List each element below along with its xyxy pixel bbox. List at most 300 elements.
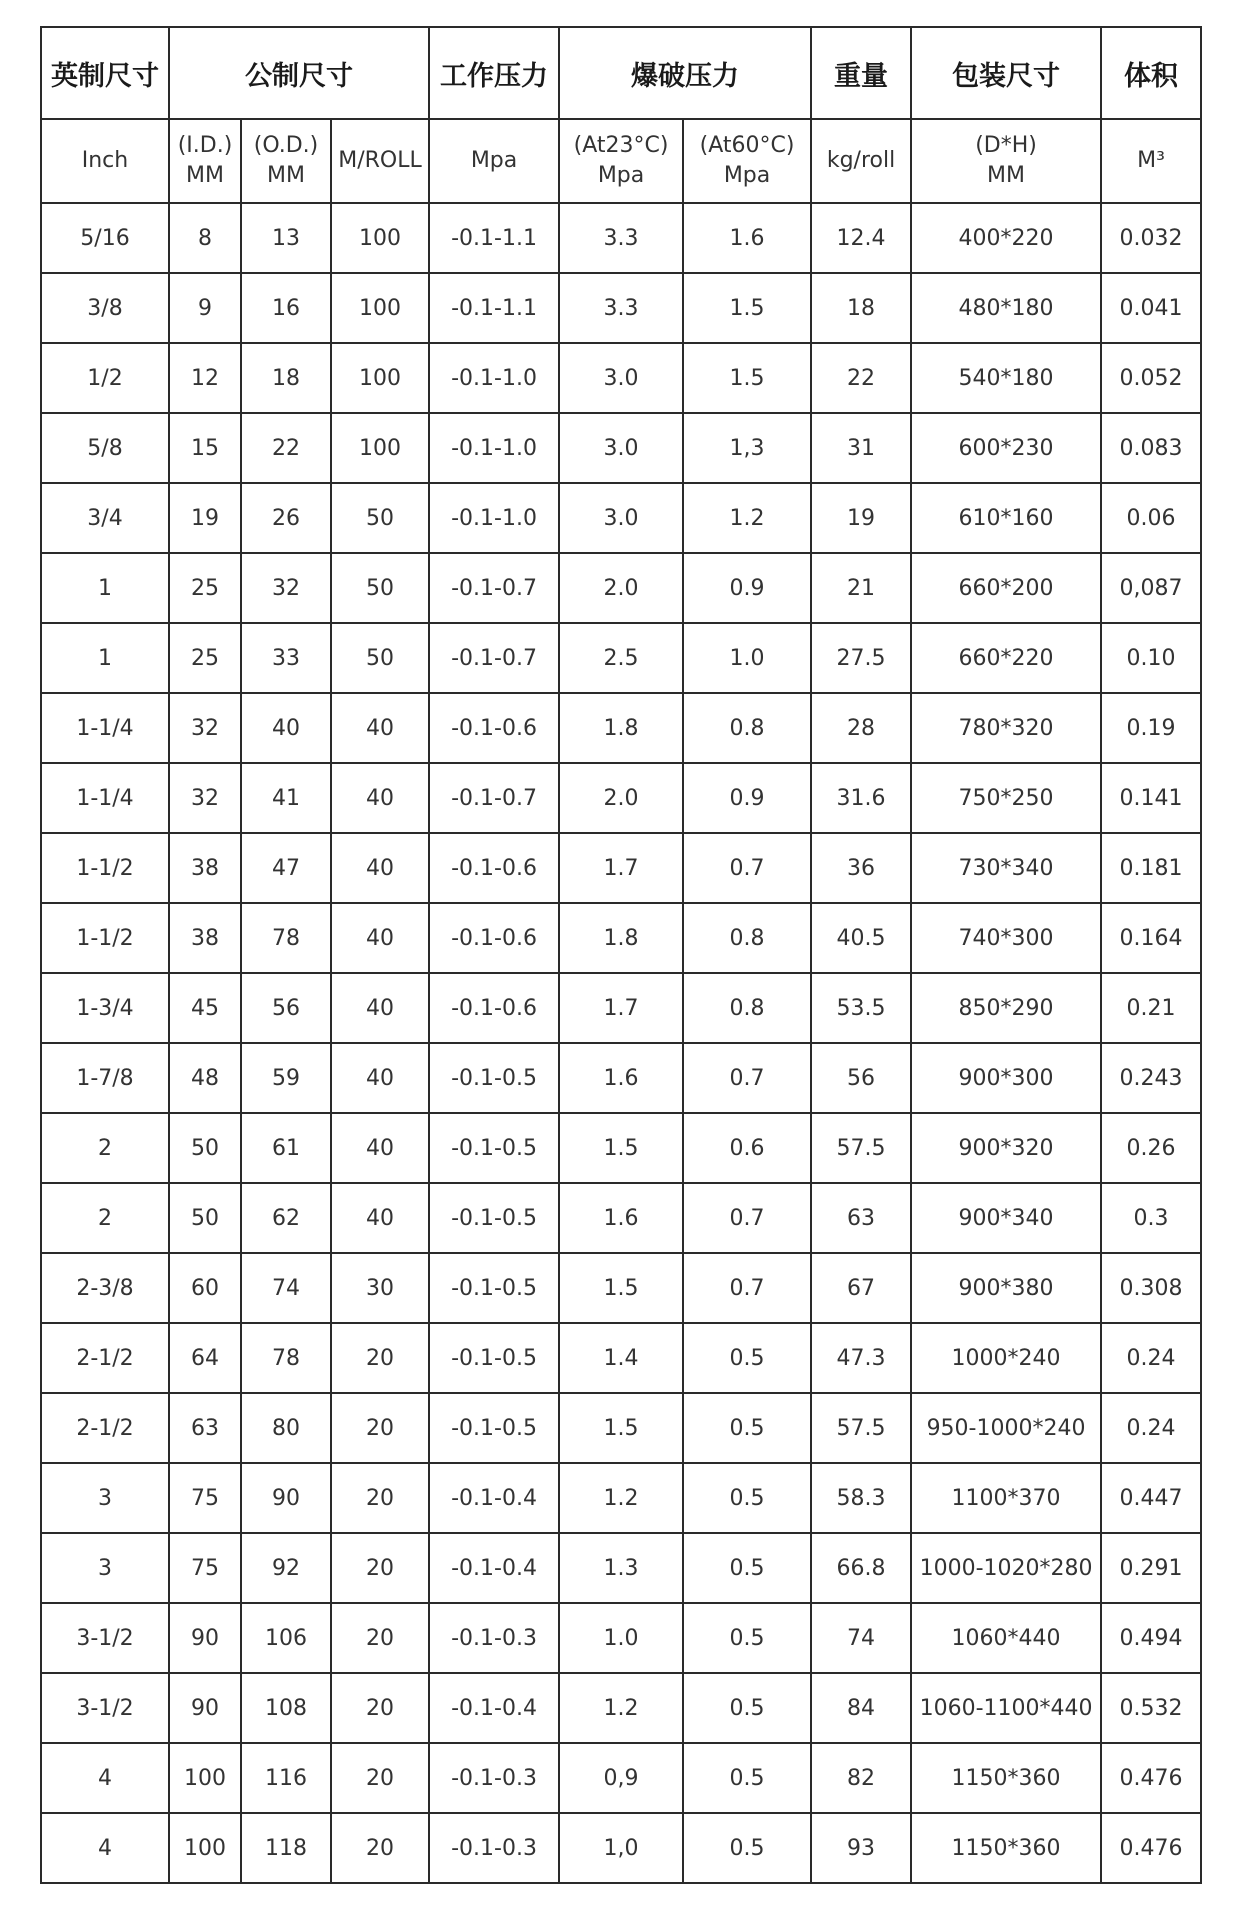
cell-inch: 2-3/8 — [41, 1253, 169, 1323]
cell-volume: 0.083 — [1101, 413, 1201, 483]
cell-inch: 5/16 — [41, 203, 169, 273]
cell-working-pressure: -0.1-0.7 — [429, 623, 559, 693]
cell-od-mm: 41 — [241, 763, 331, 833]
cell-package-size: 750*250 — [911, 763, 1101, 833]
cell-inch: 5/8 — [41, 413, 169, 483]
cell-package-size: 1060-1100*440 — [911, 1673, 1101, 1743]
header-imperial-size: 英制尺寸 — [41, 27, 169, 119]
cell-volume: 0.3 — [1101, 1183, 1201, 1253]
cell-od-mm: 74 — [241, 1253, 331, 1323]
cell-m-roll: 40 — [331, 903, 429, 973]
cell-burst-23c: 1,0 — [559, 1813, 683, 1883]
unit-dh-mm — [911, 119, 1101, 203]
cell-package-size: 1000-1020*280 — [911, 1533, 1101, 1603]
cell-volume: 0.476 — [1101, 1743, 1201, 1813]
table-row — [41, 1393, 1201, 1463]
table-row — [41, 1463, 1201, 1533]
cell-id-mm: 38 — [169, 903, 241, 973]
header-volume: 体积 — [1101, 27, 1201, 119]
cell-package-size: 900*340 — [911, 1183, 1101, 1253]
cell-m-roll: 40 — [331, 973, 429, 1043]
cell-inch: 3-1/2 — [41, 1673, 169, 1743]
cell-burst-60c: 0.5 — [683, 1603, 811, 1673]
unit-burst-60c-line-1: (At60°C) — [699, 133, 795, 158]
cell-burst-60c: 0.5 — [683, 1743, 811, 1813]
header-package-size: 包装尺寸 — [911, 27, 1101, 119]
cell-od-mm: 92 — [241, 1533, 331, 1603]
cell-id-mm: 50 — [169, 1113, 241, 1183]
cell-od-mm: 62 — [241, 1183, 331, 1253]
cell-od-mm: 118 — [241, 1813, 331, 1883]
cell-working-pressure: -0.1-0.3 — [429, 1743, 559, 1813]
cell-burst-23c: 1.5 — [559, 1113, 683, 1183]
cell-working-pressure: -0.1-0.5 — [429, 1253, 559, 1323]
cell-burst-23c: 1.6 — [559, 1183, 683, 1253]
cell-working-pressure: -0.1-0.7 — [429, 553, 559, 623]
cell-volume: 0.06 — [1101, 483, 1201, 553]
cell-burst-60c: 0.5 — [683, 1393, 811, 1463]
cell-id-mm: 19 — [169, 483, 241, 553]
cell-m-roll: 20 — [331, 1463, 429, 1533]
cell-m-roll: 20 — [331, 1393, 429, 1463]
cell-working-pressure: -0.1-0.7 — [429, 763, 559, 833]
cell-inch: 1-1/2 — [41, 903, 169, 973]
cell-id-mm: 63 — [169, 1393, 241, 1463]
cell-working-pressure: -0.1-1.0 — [429, 483, 559, 553]
cell-burst-23c: 2.0 — [559, 763, 683, 833]
cell-package-size: 780*320 — [911, 693, 1101, 763]
cell-id-mm: 100 — [169, 1743, 241, 1813]
cell-inch: 3/8 — [41, 273, 169, 343]
cell-burst-23c: 1.5 — [559, 1393, 683, 1463]
table-row — [41, 413, 1201, 483]
cell-inch: 3 — [41, 1463, 169, 1533]
cell-weight: 22 — [811, 343, 911, 413]
cell-working-pressure: -0.1-0.6 — [429, 903, 559, 973]
cell-inch: 1-7/8 — [41, 1043, 169, 1113]
cell-inch: 4 — [41, 1813, 169, 1883]
table-row — [41, 833, 1201, 903]
table-row — [41, 763, 1201, 833]
cell-inch: 2 — [41, 1183, 169, 1253]
cell-m-roll: 40 — [331, 763, 429, 833]
cell-burst-60c: 0.7 — [683, 833, 811, 903]
header-weight: 重量 — [811, 27, 911, 119]
cell-volume: 0.447 — [1101, 1463, 1201, 1533]
hose-spec-table — [40, 26, 1202, 1884]
cell-od-mm: 90 — [241, 1463, 331, 1533]
cell-inch: 2-1/2 — [41, 1393, 169, 1463]
cell-weight: 21 — [811, 553, 911, 623]
cell-m-roll: 50 — [331, 483, 429, 553]
cell-burst-60c: 0.6 — [683, 1113, 811, 1183]
cell-m-roll: 100 — [331, 343, 429, 413]
cell-id-mm: 38 — [169, 833, 241, 903]
cell-od-mm: 33 — [241, 623, 331, 693]
cell-m-roll: 100 — [331, 413, 429, 483]
unit-working-mpa — [429, 119, 559, 203]
unit-m3 — [1101, 119, 1201, 203]
cell-id-mm: 75 — [169, 1533, 241, 1603]
cell-weight: 84 — [811, 1673, 911, 1743]
unit-id-mm-line-1: (I.D.) — [177, 133, 233, 158]
unit-kg-roll-line-1: kg/roll — [826, 148, 896, 173]
cell-weight: 27.5 — [811, 623, 911, 693]
table-body — [41, 203, 1201, 1883]
cell-package-size: 1150*360 — [911, 1813, 1101, 1883]
cell-package-size: 1060*440 — [911, 1603, 1101, 1673]
cell-id-mm: 90 — [169, 1603, 241, 1673]
cell-weight: 47.3 — [811, 1323, 911, 1393]
cell-package-size: 950-1000*240 — [911, 1393, 1101, 1463]
cell-id-mm: 9 — [169, 273, 241, 343]
cell-id-mm: 32 — [169, 693, 241, 763]
cell-burst-23c: 1.2 — [559, 1673, 683, 1743]
cell-burst-60c: 1.6 — [683, 203, 811, 273]
cell-package-size: 400*220 — [911, 203, 1101, 273]
cell-volume: 0.26 — [1101, 1113, 1201, 1183]
cell-volume: 0.164 — [1101, 903, 1201, 973]
cell-m-roll: 100 — [331, 203, 429, 273]
table-row — [41, 693, 1201, 763]
cell-inch: 1-1/4 — [41, 693, 169, 763]
cell-burst-60c: 0.7 — [683, 1253, 811, 1323]
cell-burst-60c: 0.9 — [683, 553, 811, 623]
cell-od-mm: 56 — [241, 973, 331, 1043]
cell-burst-23c: 1.6 — [559, 1043, 683, 1113]
cell-od-mm: 78 — [241, 1323, 331, 1393]
unit-dh-mm-line-2: MM — [987, 163, 1026, 188]
cell-inch: 1 — [41, 553, 169, 623]
spec-table-container — [40, 26, 1200, 1884]
unit-m3-line-1: M³ — [1137, 148, 1165, 173]
cell-od-mm: 18 — [241, 343, 331, 413]
cell-inch: 1-1/2 — [41, 833, 169, 903]
cell-burst-60c: 0.8 — [683, 973, 811, 1043]
cell-id-mm: 90 — [169, 1673, 241, 1743]
cell-weight: 31.6 — [811, 763, 911, 833]
cell-volume: 0.24 — [1101, 1393, 1201, 1463]
cell-volume: 0.243 — [1101, 1043, 1201, 1113]
cell-working-pressure: -0.1-1.1 — [429, 273, 559, 343]
cell-burst-60c: 0.8 — [683, 903, 811, 973]
header-working-pressure: 工作压力 — [429, 27, 559, 119]
cell-volume: 0.21 — [1101, 973, 1201, 1043]
header-metric-size: 公制尺寸 — [169, 27, 429, 119]
table-row — [41, 1603, 1201, 1673]
cell-od-mm: 13 — [241, 203, 331, 273]
cell-volume: 0.141 — [1101, 763, 1201, 833]
cell-burst-60c: 0.5 — [683, 1463, 811, 1533]
cell-weight: 12.4 — [811, 203, 911, 273]
cell-m-roll: 20 — [331, 1673, 429, 1743]
header-unit-row — [41, 119, 1201, 203]
unit-od-mm-line-2: MM — [267, 163, 305, 188]
cell-id-mm: 25 — [169, 553, 241, 623]
cell-working-pressure: -0.1-0.5 — [429, 1043, 559, 1113]
cell-working-pressure: -0.1-0.4 — [429, 1673, 559, 1743]
cell-m-roll: 40 — [331, 1113, 429, 1183]
table-row — [41, 343, 1201, 413]
cell-weight: 31 — [811, 413, 911, 483]
cell-od-mm: 32 — [241, 553, 331, 623]
cell-volume: 0.494 — [1101, 1603, 1201, 1673]
cell-package-size: 900*300 — [911, 1043, 1101, 1113]
unit-burst-23c-line-2: Mpa — [597, 163, 645, 188]
unit-burst-23c-line-1: (At23°C) — [573, 133, 669, 158]
cell-burst-23c: 0,9 — [559, 1743, 683, 1813]
cell-od-mm: 26 — [241, 483, 331, 553]
table-row — [41, 203, 1201, 273]
cell-m-roll: 100 — [331, 273, 429, 343]
cell-package-size: 480*180 — [911, 273, 1101, 343]
header-burst-pressure: 爆破压力 — [559, 27, 811, 119]
cell-burst-23c: 3.0 — [559, 343, 683, 413]
cell-m-roll: 30 — [331, 1253, 429, 1323]
cell-working-pressure: -0.1-0.5 — [429, 1323, 559, 1393]
table-row — [41, 1813, 1201, 1883]
table-row — [41, 483, 1201, 553]
cell-weight: 63 — [811, 1183, 911, 1253]
table-row — [41, 1043, 1201, 1113]
cell-od-mm: 61 — [241, 1113, 331, 1183]
cell-working-pressure: -0.1-0.6 — [429, 973, 559, 1043]
cell-working-pressure: -0.1-0.5 — [429, 1113, 559, 1183]
cell-m-roll: 40 — [331, 693, 429, 763]
cell-package-size: 740*300 — [911, 903, 1101, 973]
cell-package-size: 900*320 — [911, 1113, 1101, 1183]
cell-inch: 1 — [41, 623, 169, 693]
table-row — [41, 623, 1201, 693]
unit-inch-line-1: Inch — [81, 148, 129, 173]
cell-m-roll: 50 — [331, 623, 429, 693]
cell-burst-23c: 1.3 — [559, 1533, 683, 1603]
cell-burst-23c: 3.3 — [559, 273, 683, 343]
cell-id-mm: 64 — [169, 1323, 241, 1393]
cell-inch: 3-1/2 — [41, 1603, 169, 1673]
cell-id-mm: 8 — [169, 203, 241, 273]
cell-inch: 1-1/4 — [41, 763, 169, 833]
cell-inch: 4 — [41, 1743, 169, 1813]
unit-burst-60c — [683, 119, 811, 203]
unit-inch — [41, 119, 169, 203]
cell-id-mm: 48 — [169, 1043, 241, 1113]
unit-kg-roll — [811, 119, 911, 203]
cell-working-pressure: -0.1-1.0 — [429, 343, 559, 413]
cell-weight: 66.8 — [811, 1533, 911, 1603]
cell-working-pressure: -0.1-0.3 — [429, 1813, 559, 1883]
cell-burst-60c: 0.5 — [683, 1673, 811, 1743]
cell-volume: 0.24 — [1101, 1323, 1201, 1393]
cell-burst-60c: 0.8 — [683, 693, 811, 763]
table-row — [41, 1183, 1201, 1253]
cell-burst-23c: 1.8 — [559, 903, 683, 973]
cell-burst-60c: 1.0 — [683, 623, 811, 693]
cell-m-roll: 20 — [331, 1603, 429, 1673]
cell-burst-23c: 1.0 — [559, 1603, 683, 1673]
cell-volume: 0.291 — [1101, 1533, 1201, 1603]
header-top-row — [41, 27, 1201, 119]
cell-burst-23c: 1.7 — [559, 973, 683, 1043]
cell-working-pressure: -0.1-0.5 — [429, 1393, 559, 1463]
cell-working-pressure: -0.1-0.3 — [429, 1603, 559, 1673]
cell-inch: 2-1/2 — [41, 1323, 169, 1393]
cell-weight: 28 — [811, 693, 911, 763]
cell-burst-60c: 0.7 — [683, 1183, 811, 1253]
cell-burst-23c: 1.8 — [559, 693, 683, 763]
table-row — [41, 973, 1201, 1043]
cell-burst-60c: 1.5 — [683, 273, 811, 343]
cell-package-size: 540*180 — [911, 343, 1101, 413]
cell-id-mm: 100 — [169, 1813, 241, 1883]
cell-m-roll: 20 — [331, 1323, 429, 1393]
cell-id-mm: 60 — [169, 1253, 241, 1323]
cell-weight: 74 — [811, 1603, 911, 1673]
cell-volume: 0.10 — [1101, 623, 1201, 693]
unit-od-mm — [241, 119, 331, 203]
unit-burst-60c-line-2: Mpa — [723, 163, 771, 188]
cell-burst-60c: 1.2 — [683, 483, 811, 553]
cell-m-roll: 40 — [331, 833, 429, 903]
cell-package-size: 660*200 — [911, 553, 1101, 623]
cell-od-mm: 78 — [241, 903, 331, 973]
unit-m-roll-line-1: M/ROLL — [338, 148, 422, 173]
cell-od-mm: 22 — [241, 413, 331, 483]
unit-working-mpa-line-1: Mpa — [470, 148, 518, 173]
cell-burst-23c: 3.0 — [559, 483, 683, 553]
cell-od-mm: 80 — [241, 1393, 331, 1463]
cell-working-pressure: -0.1-1.1 — [429, 203, 559, 273]
cell-burst-23c: 2.5 — [559, 623, 683, 693]
cell-weight: 56 — [811, 1043, 911, 1113]
cell-m-roll: 50 — [331, 553, 429, 623]
cell-weight: 18 — [811, 273, 911, 343]
cell-od-mm: 108 — [241, 1673, 331, 1743]
cell-id-mm: 15 — [169, 413, 241, 483]
cell-working-pressure: -0.1-0.6 — [429, 693, 559, 763]
cell-m-roll: 20 — [331, 1533, 429, 1603]
cell-volume: 0,087 — [1101, 553, 1201, 623]
cell-od-mm: 16 — [241, 273, 331, 343]
cell-od-mm: 47 — [241, 833, 331, 903]
cell-burst-23c: 1.7 — [559, 833, 683, 903]
cell-working-pressure: -0.1-0.6 — [429, 833, 559, 903]
cell-weight: 58.3 — [811, 1463, 911, 1533]
cell-inch: 1/2 — [41, 343, 169, 413]
cell-weight: 82 — [811, 1743, 911, 1813]
cell-working-pressure: -0.1-1.0 — [429, 413, 559, 483]
cell-burst-60c: 0.7 — [683, 1043, 811, 1113]
cell-volume: 0.181 — [1101, 833, 1201, 903]
cell-working-pressure: -0.1-0.4 — [429, 1533, 559, 1603]
table-row — [41, 1743, 1201, 1813]
cell-id-mm: 12 — [169, 343, 241, 413]
unit-id-mm-line-2: MM — [186, 163, 224, 188]
unit-dh-mm-line-1: (D*H) — [975, 133, 1037, 158]
cell-weight: 57.5 — [811, 1113, 911, 1183]
cell-package-size: 600*230 — [911, 413, 1101, 483]
cell-weight: 19 — [811, 483, 911, 553]
cell-id-mm: 50 — [169, 1183, 241, 1253]
unit-od-mm-line-1: (O.D.) — [253, 133, 319, 158]
table-row — [41, 1323, 1201, 1393]
cell-m-roll: 20 — [331, 1813, 429, 1883]
cell-id-mm: 75 — [169, 1463, 241, 1533]
cell-id-mm: 25 — [169, 623, 241, 693]
cell-weight: 36 — [811, 833, 911, 903]
cell-package-size: 1150*360 — [911, 1743, 1101, 1813]
cell-burst-23c: 1.2 — [559, 1463, 683, 1533]
unit-id-mm — [169, 119, 241, 203]
cell-volume: 0.052 — [1101, 343, 1201, 413]
cell-burst-23c: 1.5 — [559, 1253, 683, 1323]
cell-burst-23c: 3.0 — [559, 413, 683, 483]
cell-burst-23c: 1.4 — [559, 1323, 683, 1393]
cell-id-mm: 32 — [169, 763, 241, 833]
cell-volume: 0.476 — [1101, 1813, 1201, 1883]
cell-package-size: 1100*370 — [911, 1463, 1101, 1533]
cell-volume: 0.041 — [1101, 273, 1201, 343]
cell-weight: 93 — [811, 1813, 911, 1883]
cell-weight: 53.5 — [811, 973, 911, 1043]
unit-burst-23c — [559, 119, 683, 203]
cell-inch: 1-3/4 — [41, 973, 169, 1043]
cell-id-mm: 45 — [169, 973, 241, 1043]
cell-volume: 0.308 — [1101, 1253, 1201, 1323]
cell-burst-60c: 0.5 — [683, 1533, 811, 1603]
cell-volume: 0.032 — [1101, 203, 1201, 273]
table-row — [41, 1113, 1201, 1183]
cell-inch: 3/4 — [41, 483, 169, 553]
cell-burst-60c: 0.5 — [683, 1323, 811, 1393]
unit-m-roll — [331, 119, 429, 203]
cell-m-roll: 20 — [331, 1743, 429, 1813]
cell-volume: 0.19 — [1101, 693, 1201, 763]
table-row — [41, 553, 1201, 623]
cell-weight: 40.5 — [811, 903, 911, 973]
table-row — [41, 273, 1201, 343]
cell-od-mm: 59 — [241, 1043, 331, 1113]
cell-burst-23c: 2.0 — [559, 553, 683, 623]
cell-od-mm: 116 — [241, 1743, 331, 1813]
cell-inch: 3 — [41, 1533, 169, 1603]
cell-burst-23c: 3.3 — [559, 203, 683, 273]
cell-burst-60c: 1.5 — [683, 343, 811, 413]
cell-package-size: 660*220 — [911, 623, 1101, 693]
cell-package-size: 610*160 — [911, 483, 1101, 553]
cell-m-roll: 40 — [331, 1183, 429, 1253]
cell-burst-60c: 1,3 — [683, 413, 811, 483]
table-row — [41, 1533, 1201, 1603]
cell-package-size: 730*340 — [911, 833, 1101, 903]
cell-package-size: 850*290 — [911, 973, 1101, 1043]
cell-package-size: 1000*240 — [911, 1323, 1101, 1393]
cell-inch: 2 — [41, 1113, 169, 1183]
cell-working-pressure: -0.1-0.5 — [429, 1183, 559, 1253]
cell-m-roll: 40 — [331, 1043, 429, 1113]
cell-working-pressure: -0.1-0.4 — [429, 1463, 559, 1533]
cell-weight: 67 — [811, 1253, 911, 1323]
cell-weight: 57.5 — [811, 1393, 911, 1463]
cell-package-size: 900*380 — [911, 1253, 1101, 1323]
table-row — [41, 1673, 1201, 1743]
cell-burst-60c: 0.9 — [683, 763, 811, 833]
cell-od-mm: 40 — [241, 693, 331, 763]
cell-volume: 0.532 — [1101, 1673, 1201, 1743]
cell-od-mm: 106 — [241, 1603, 331, 1673]
cell-burst-60c: 0.5 — [683, 1813, 811, 1883]
table-row — [41, 1253, 1201, 1323]
